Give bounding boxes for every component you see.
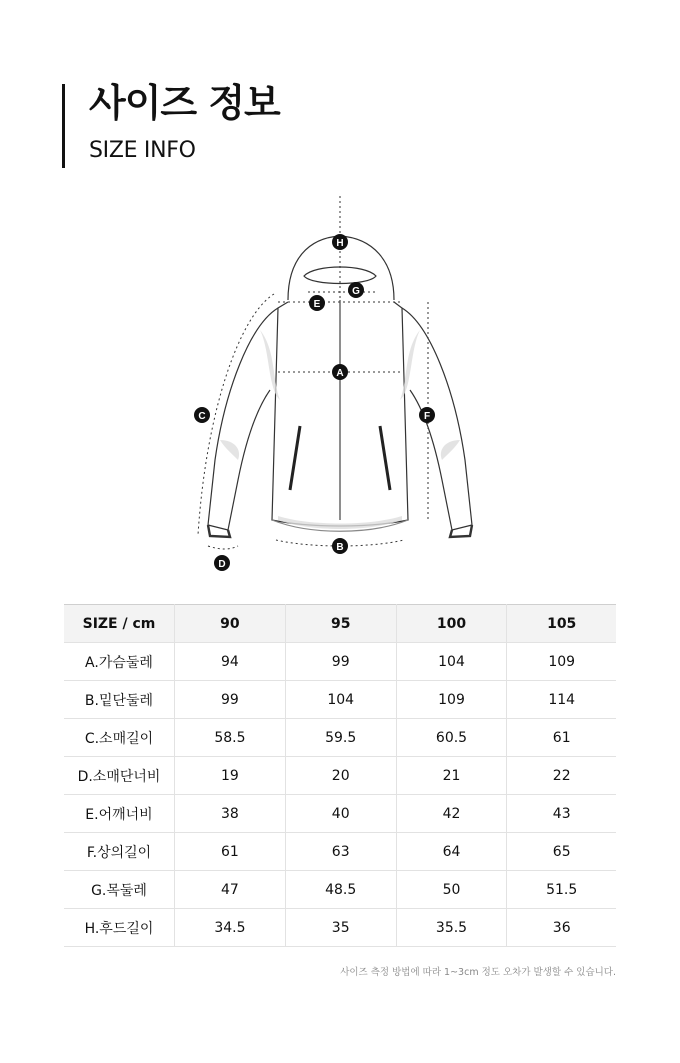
table-cell: 50 bbox=[396, 871, 507, 909]
row-label: D.소매단너비 bbox=[64, 757, 175, 795]
table-row bbox=[64, 757, 616, 795]
table-row bbox=[64, 643, 616, 681]
size-table bbox=[64, 604, 616, 947]
table-cell: 48.5 bbox=[285, 871, 396, 909]
marker-c bbox=[194, 407, 210, 423]
svg-text:H: H bbox=[336, 238, 344, 249]
svg-text:C: C bbox=[198, 411, 206, 422]
table-cell: 47 bbox=[175, 871, 286, 909]
column-header: 95 bbox=[285, 605, 396, 643]
page-subtitle: SIZE INFO bbox=[89, 138, 196, 163]
marker-h bbox=[332, 234, 348, 250]
table-cell: 21 bbox=[396, 757, 507, 795]
svg-text:D: D bbox=[218, 559, 226, 570]
row-label: F.상의길이 bbox=[64, 833, 175, 871]
table-cell: 99 bbox=[285, 643, 396, 681]
row-label: B.밑단둘레 bbox=[64, 681, 175, 719]
table-cell: 109 bbox=[507, 643, 616, 681]
table-cell: 35 bbox=[285, 909, 396, 947]
row-label: G.목둘레 bbox=[64, 871, 175, 909]
column-header: SIZE / cm bbox=[64, 605, 175, 643]
table-cell: 109 bbox=[396, 681, 507, 719]
table-cell: 40 bbox=[285, 795, 396, 833]
table-row bbox=[64, 681, 616, 719]
table-cell: 35.5 bbox=[396, 909, 507, 947]
table-cell: 94 bbox=[175, 643, 286, 681]
marker-e bbox=[309, 295, 325, 311]
column-header: 105 bbox=[507, 605, 616, 643]
row-label: E.어깨너비 bbox=[64, 795, 175, 833]
marker-b bbox=[332, 538, 348, 554]
table-row bbox=[64, 719, 616, 757]
table-row bbox=[64, 909, 616, 947]
svg-text:E: E bbox=[313, 299, 321, 310]
table-row bbox=[64, 833, 616, 871]
table-cell: 58.5 bbox=[175, 719, 286, 757]
marker-g bbox=[348, 282, 364, 298]
table-cell: 65 bbox=[507, 833, 616, 871]
marker-a bbox=[332, 364, 348, 380]
measure-lines bbox=[198, 196, 431, 549]
table-cell: 43 bbox=[507, 795, 616, 833]
table-cell: 38 bbox=[175, 795, 286, 833]
table-cell: 60.5 bbox=[396, 719, 507, 757]
row-label: A.가슴둘레 bbox=[64, 643, 175, 681]
table-cell: 104 bbox=[285, 681, 396, 719]
svg-text:G: G bbox=[352, 286, 360, 297]
table-cell: 99 bbox=[175, 681, 286, 719]
table-cell: 63 bbox=[285, 833, 396, 871]
table-cell: 36 bbox=[507, 909, 616, 947]
column-header: 100 bbox=[396, 605, 507, 643]
table-cell: 104 bbox=[396, 643, 507, 681]
row-label: H.후드길이 bbox=[64, 909, 175, 947]
table-cell: 20 bbox=[285, 757, 396, 795]
table-cell: 64 bbox=[396, 833, 507, 871]
measurement-note: 사이즈 측정 방법에 따라 1~3cm 정도 오차가 발생할 수 있습니다. bbox=[340, 967, 616, 978]
marker-d bbox=[214, 555, 230, 571]
table-cell: 51.5 bbox=[507, 871, 616, 909]
table-cell: 34.5 bbox=[175, 909, 286, 947]
table-cell: 59.5 bbox=[285, 719, 396, 757]
row-label: C.소매길이 bbox=[64, 719, 175, 757]
page-title: 사이즈 정보 bbox=[89, 81, 280, 125]
column-header: 90 bbox=[175, 605, 286, 643]
table-cell: 61 bbox=[507, 719, 616, 757]
svg-text:B: B bbox=[336, 542, 344, 553]
table-header-row bbox=[64, 605, 616, 643]
jacket-diagram bbox=[180, 190, 500, 580]
table-cell: 42 bbox=[396, 795, 507, 833]
table-cell: 114 bbox=[507, 681, 616, 719]
page-header bbox=[62, 81, 280, 168]
table-cell: 22 bbox=[507, 757, 616, 795]
marker-f bbox=[419, 407, 435, 423]
table-row bbox=[64, 871, 616, 909]
table-cell: 61 bbox=[175, 833, 286, 871]
svg-text:F: F bbox=[423, 411, 431, 422]
table-cell: 19 bbox=[175, 757, 286, 795]
table-row bbox=[64, 795, 616, 833]
svg-text:A: A bbox=[336, 368, 344, 379]
